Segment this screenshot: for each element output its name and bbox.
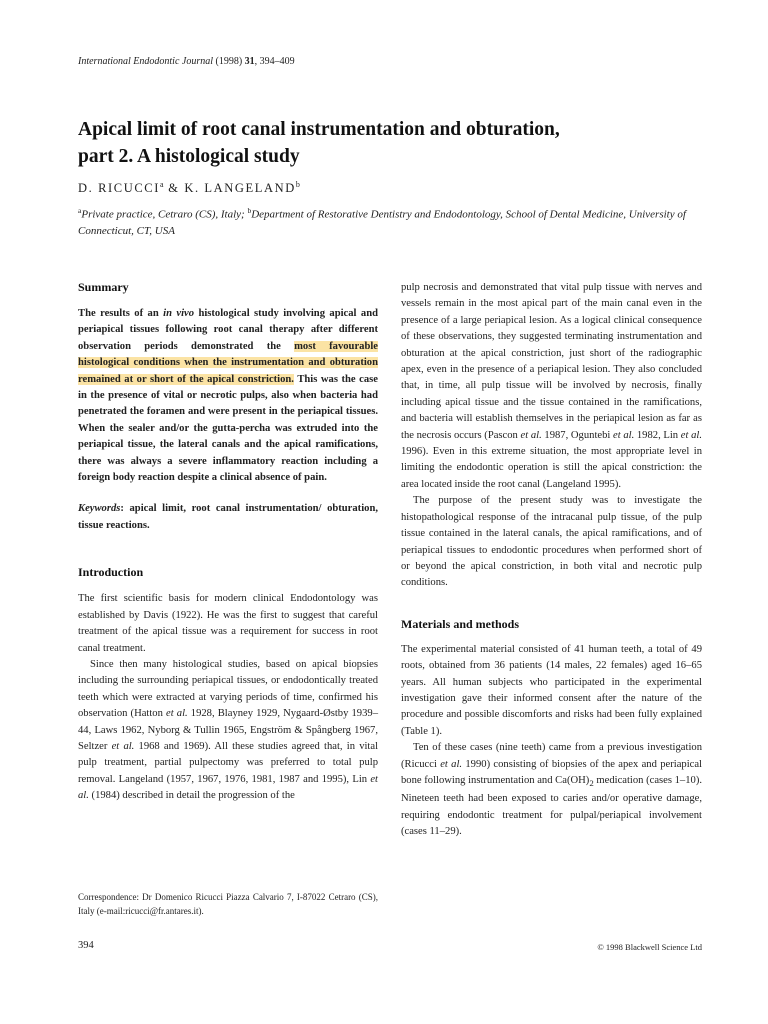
title-line-1: Apical limit of root canal instrumentation and obturation, [78, 119, 560, 140]
article-title [78, 116, 718, 170]
author-langeland-affil-mark: b [295, 180, 300, 189]
intro-p3-b: 1987, Oguntebi [541, 429, 614, 441]
intro-p2-etal-1: et al. [166, 708, 188, 720]
methods-p2-c: medication (cases 1–10). Nineteen teeth had been exposed to caries and/or operative damage, requiring endodontic treatment for pulpal/periapical involvement (cases 11–29). [401, 774, 702, 838]
affil-a-text: Private practice, Cetraro (CS), Italy; [81, 208, 248, 221]
summary-in-vivo: in vivo [163, 308, 195, 319]
page-number: 394 [78, 940, 94, 951]
affiliations [78, 203, 710, 239]
keywords-text: : apical limit, root canal instrumentation/ obturation, tissue reactions. [78, 503, 378, 531]
author-ricucci: D. RICUCCI [78, 181, 160, 196]
methods-p2-a: Ten of these cases (nine teeth) came from a previous investigation (Ricucci [401, 742, 702, 770]
journal-name: International Endodontic Journal [78, 56, 213, 67]
methods-p2-b: 1990) consisting of biopsies of the apex and periapical bone following instrumentation and Ca(OH) [401, 758, 702, 786]
author-list [78, 180, 300, 196]
right-column [401, 280, 702, 841]
journal-pages: , 394–409 [254, 56, 295, 67]
copyright-notice: © 1998 Blackwell Science Ltd [597, 942, 702, 952]
methods-heading: Materials and methods [401, 616, 519, 631]
methods-paragraph-2 [401, 740, 702, 841]
intro-p3-etal-3: et al. [680, 429, 702, 441]
summary-text-b: histological study involving apical and periapical tissues following root canal therapy after different observation periods demonstrated the [78, 308, 378, 352]
methods-p2-subscript: 2 [589, 778, 594, 789]
keywords-paragraph [78, 501, 378, 534]
keywords-label: Keywords [78, 503, 121, 515]
journal-volume: 31 [244, 56, 255, 67]
author-separator: & [163, 181, 185, 196]
intro-p2-a: Since then many histological studies, based on apical biopsies including the surrounding periapical tissues, or endodontically treated teeth which were extracted at varying periods of time, confirmed his observation (Hatton [78, 658, 378, 720]
intro-p3-etal-2: et al. [613, 429, 635, 441]
intro-p2-d: (1984) described in detail the progression of the [88, 790, 295, 802]
summary-highlight[interactable]: most favourable histological conditions when the instrumentation and obturation remained at or short of the apical constriction. [78, 340, 378, 385]
author-langeland: K. LANGELAND [184, 181, 296, 196]
title-line-2: part 2. A histological study [78, 146, 300, 167]
methods-paragraph-1: The experimental material consisted of 41 human teeth, a total of 49 roots, obtained from 36 patients (14 males, 22 females) aged 16–65 years. All human subjects who participated in the experimental investigation gave their informed consent after the nature of the procedure and possible discomforts and risks had been fully explained (Table 1). [401, 643, 702, 737]
author-ricucci-affil-mark: a [159, 180, 164, 189]
journal-year: (1998) [215, 56, 243, 67]
intro-p3-c: 1982, Lin [634, 429, 681, 441]
intro-p3-d: 1996). Even in this extreme situation, the most appropriate level in limiting the endodontic operation is still the apical constriction: the area located inside the root canal (Langeland 1995). [401, 446, 702, 490]
intro-p2-c: 1968 and 1969). All these studies agreed that, in vital pulp treatment, partial pulpectomy was preferred to total pulp removal. Langeland (1957, 1967, 1976, 1981, 1987 and 1995), Lin [78, 740, 379, 785]
left-column [78, 280, 378, 805]
summary-text-a: The results of an [78, 308, 164, 319]
intro-paragraph-3 [401, 280, 702, 493]
affil-b-text: Department of Restorative Dentistry and Endodontology, School of Dental Medicine, University of Connecticut, CT, USA [78, 208, 686, 237]
intro-p2-b: 1928, Blayney 1929, Nygaard-Østby 1939–44, Laws 1962, Nyborg & Tullin 1965, Engström & Spångberg 1967, Seltzer [78, 708, 378, 752]
affil-b-mark: b [247, 206, 252, 215]
intro-paragraph-2 [78, 657, 378, 805]
affil-a-mark: a [78, 206, 82, 215]
correspondence-note: Correspondence: Dr Domenico Ricucci Piazza Calvario 7, I-87022 Cetraro (CS), Italy (e-mail:ricucci@fr.antares.it). [78, 892, 378, 916]
methods-p2-etal: et al. [440, 758, 463, 770]
summary-paragraph [78, 306, 378, 486]
intro-p2-etal-3: et al. [78, 773, 378, 802]
intro-p2-etal-2: et al. [111, 740, 135, 752]
intro-paragraph-1: The first scientific basis for modern clinical Endodontology was established by Davis (1922). He was the first to suggest that careful treatment of the apical tissue was a requirement for success in root canal treatment. [78, 593, 378, 654]
introduction-heading: Introduction [78, 565, 144, 580]
journal-citation [78, 56, 295, 67]
summary-heading: Summary [78, 280, 129, 294]
summary-text-c: This was the case in the presence of vital or necrotic pulps, also when bacteria had penetrated the foramen and were present in the periapical tissues. When the sealer and/or the gutta-percha was extruded into the periapical tissue, the lateral canals and the apical ramifications, there was always a severe inflammatory reaction including a foreign body reaction despite a clinical absence of pain. [78, 373, 378, 484]
intro-paragraph-4: The purpose of the present study was to investigate the histopathological response of the intracanal pulp tissue, of the pulp tissue contained in the lateral canals, the apical ramifications, and of periapical tissues to endodontic procedures when performed short of or beyond the apical constriction, in both vital and necrotic pulp conditions. [401, 495, 702, 589]
intro-p3-etal-1: et al. [520, 429, 542, 441]
intro-p3-a: pulp necrosis and demonstrated that vital pulp tissue with nerves and vessels remain in the most apical part of the main canal even in the presence of a large periapical lesion. As a logical clinical consequence of these observations, they suggested terminating instrumentation and obturation at the apical constriction, just short of the radiographic apex, even in the presence of a periapical lesion. They also concluded that, in time, all pulp tissue will be involved by necrosis, finally including apical tissue and the tissue contained in the ramifications, and bacteria will establish themselves in the periapical lesion as far as the necrosis occurs (Pascon [401, 282, 702, 441]
